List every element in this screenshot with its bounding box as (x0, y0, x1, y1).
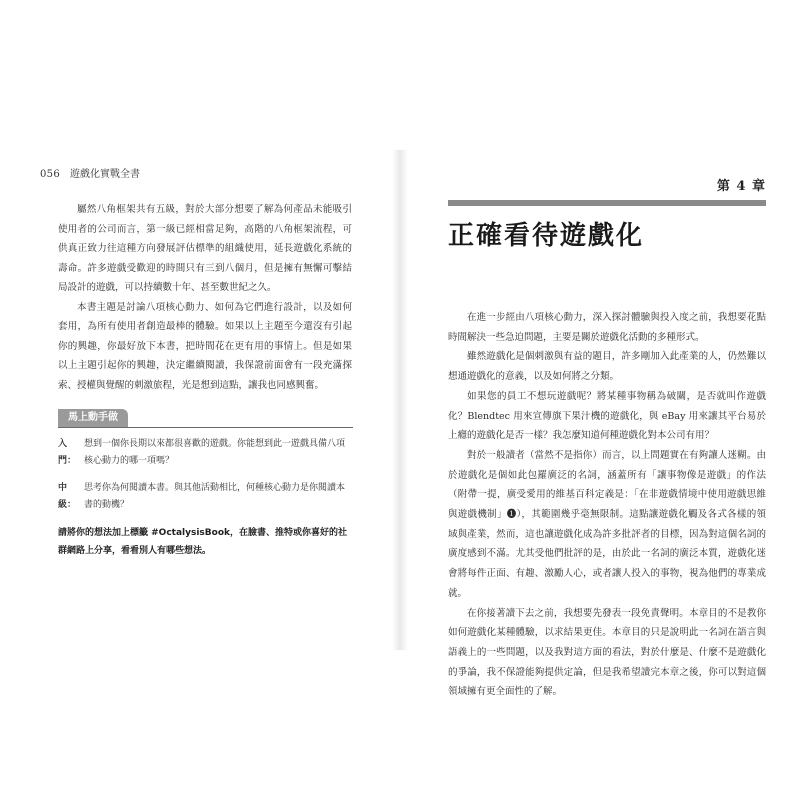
right-body (448, 308, 766, 702)
paragraph: 對於一般讀者（當然不是指你）而言，以上問題實在有夠讓人迷糊。由於遊戲化是個如此包羅廣泛的名詞，涵蓋所有「讓事物像是遊戲」的作法（附帶一提，廣受愛用的維基百科定義是：「在非遊戲情境中使用遊戲思維與遊戲機制」❶），其範圍幾乎毫無限制。這點讓遊戲化觸及各式各樣的領域與產業，然而，這也讓遊戲化成為許多批評者的目標，因為對這個名詞的廣度感到不滿。尤其受他們批評的是，由於此一名詞的廣泛本質，遊戲化迷會將每件正面、有趣、激勵人心，或者讓人投入的事物，視為他們的專業成就。 (448, 449, 766, 599)
chapter-title: 正確看待遊戲化 (448, 221, 645, 251)
level-label: 中級： (58, 483, 77, 510)
exercise-header (58, 409, 353, 428)
exercise-level (58, 480, 353, 514)
exercise-level (58, 436, 353, 470)
paragraph: 雖然遊戲化是個刺激與有益的題目，許多剛加入此產業的人，仍然難以想通遊戲化的意義，以及如何將之分類。 (448, 351, 766, 383)
level-label: 入門： (58, 439, 77, 466)
level-text: 思考你為何閱讀本書。與其他活動相比，何種核心動力是你閱讀本書的動機？ (84, 483, 346, 510)
exercise-levels (58, 436, 353, 514)
page-number: 056 (40, 169, 60, 180)
chapter-rule (448, 200, 766, 206)
running-title: 遊戲化實戰全書 (70, 169, 140, 180)
running-header (40, 165, 352, 180)
paragraph: 在進一步經由八項核心動力，深入探討體驗與投入度之前，我想要花點時間解決一些急迫問題，主要是關於遊戲化活動的多種形式。 (448, 312, 766, 343)
page-gutter (392, 150, 408, 650)
paragraph: 如果您的員工不想玩遊戲呢？將某種事物稱為破關，是否就叫作遊戲化？Blendtec 用來宣傳旗下果汁機的遊戲化，與 eBay 用來讓其平台易於上癮的遊戲化是否一樣？我怎麼知道何種遊戲化對本公司有用？ (448, 390, 766, 442)
paragraph: 屬然八角框架共有五級，對於大部分想要了解為何產品未能吸引使用者的公司而言，第一級已經相當足夠，高階的八角框架流程，可供真正致力往這種方向發展評估標準的組織使用，延長遊戲化系統的壽命。許多遊戲受歡迎的時間只有三到八個月，但是擁有無懈可擊結局設計的遊戲，可以持續數十年、甚至數世紀之久。 (58, 204, 352, 293)
share-prompt: 請將你的想法加上標籤 #OctalysisBook，在臉書、推特或你喜好的社群網路上分享，看看別人有哪些想法。 (58, 528, 347, 556)
right-page (448, 176, 766, 702)
left-body (40, 200, 352, 395)
chapter-label: 第 4 章 (716, 179, 766, 194)
paragraph: 本書主題是討論八項核心動力、如何為它們進行設計，以及如何套用，為所有使用者創造最棒的體驗。如果以上主題至今還沒有引起你的興趣，你最好放下本書，把時間花在更有用的事情上。但是如果以上主題引起你的興趣，決定繼續閱讀，我保證前面會有一段充滿探索、授權與覺醒的刺激旅程，光是想到這點，讓我也同感興奮。 (58, 301, 352, 391)
left-page (40, 165, 352, 560)
exercise-heading: 馬上動手做 (58, 409, 128, 427)
level-text: 想到一個你長期以來都很喜歡的遊戲。你能想到此一遊戲具備八項核心動力的哪一項嗎？ (84, 439, 346, 466)
paragraph: 在你接著讀下去之前，我想要先發表一段免責聲明。本章目的不是教你如何遊戲化某種體驗，以求結果更佳。本章目的只是說明此一名詞在語言與語義上的一些問題，以及我對這方面的看法，對於什麼是、什麼不是遊戲化的爭論，我不保證能夠提供定論，但是我希望讀完本章之後，你可以對這個領域擁有更全面性的了解。 (448, 607, 766, 698)
